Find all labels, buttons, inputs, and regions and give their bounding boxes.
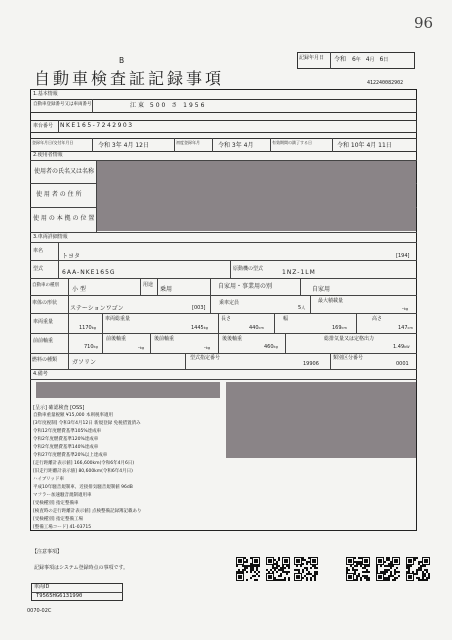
gross-label: 車両総重量 bbox=[105, 316, 131, 322]
fuel-value: ガソリン bbox=[72, 359, 97, 366]
b-mark: B bbox=[119, 56, 125, 65]
page-title: 自動車検査証記録事項 bbox=[34, 69, 225, 88]
section-vehicle: 3.車両詳細情報 bbox=[33, 234, 68, 240]
redacted-remarks bbox=[36, 382, 220, 398]
front-front-axle-value: 710kg bbox=[84, 344, 98, 350]
engine-value: 1NZ-1LM bbox=[282, 269, 316, 276]
remark-line: ハイブリッド車 bbox=[33, 477, 65, 482]
qr-code-3 bbox=[294, 557, 318, 581]
user-address-label: 使 用 者 の 住 所 bbox=[36, 191, 82, 198]
first-reg-value: 令和 3年 4月 12日 bbox=[98, 142, 149, 149]
fuel-label: 燃料の種類 bbox=[32, 357, 58, 363]
redacted-remarks-right bbox=[226, 382, 416, 458]
capacity-label: 乗車定員 bbox=[219, 300, 240, 306]
remark-line: 令和12年度燃費基準105%達成車 bbox=[33, 429, 102, 434]
expiry-label: 有効期間の満了する日 bbox=[272, 140, 312, 145]
model-label: 型式 bbox=[33, 266, 44, 272]
handwritten-number: 96 bbox=[414, 14, 434, 32]
first-year-label: 初度登録年月 bbox=[176, 140, 200, 145]
rear-front-axle-label: 後前軸重 bbox=[154, 336, 175, 342]
length-label: 長さ bbox=[221, 316, 232, 322]
remark-line: [旧走行距離計表示値] 80,600km(令和6年4月日) bbox=[33, 469, 133, 474]
qr-code-4 bbox=[346, 557, 370, 581]
width-value: 169cm bbox=[332, 325, 347, 331]
displacement-label: 総排気量又は定格出力 bbox=[324, 336, 375, 342]
remark-line: [整備工場コード] 41-03715 bbox=[33, 525, 92, 530]
use-label: 用途 bbox=[143, 282, 154, 288]
body-code: [003] bbox=[192, 305, 206, 311]
model-value: 6AA-NKE165G bbox=[62, 269, 116, 276]
private-label: 自家用・事業用の別 bbox=[218, 283, 273, 290]
maker-label: 車名 bbox=[33, 248, 44, 254]
record-date-value: 令和 6年 4月 6日 bbox=[334, 56, 389, 63]
max-load-label: 最大積載量 bbox=[318, 298, 344, 304]
notes-line: 記録事項はシステム登録時点の事項です。 bbox=[34, 565, 129, 571]
private-value: 自家用 bbox=[312, 286, 331, 293]
redacted-user-info bbox=[97, 161, 416, 231]
remark-line: 令和2年度燃費基準140%達成車 bbox=[33, 445, 99, 450]
remark-line: [受検種別] 指定整備車 bbox=[33, 501, 79, 506]
rear-rear-axle-value: 460kg bbox=[264, 344, 278, 350]
chassis-value: NKE165-7242903 bbox=[60, 122, 134, 129]
gross-value: 1445kg bbox=[191, 325, 208, 331]
remark-line: [呈示] 確認検査 [OSS] bbox=[33, 405, 85, 411]
type-number-label: 型式指定番号 bbox=[190, 355, 221, 361]
vehicle-id-label: 車両ID bbox=[34, 584, 50, 590]
qr-code-5 bbox=[376, 557, 400, 581]
notes-heading: 【注意事項】 bbox=[32, 549, 63, 555]
section-basic: 1.基本情報 bbox=[33, 91, 58, 97]
remark-line: 平成10年騒音規制車、近接排気騒音規制値 96dB bbox=[33, 485, 133, 490]
body-label: 車体の形状 bbox=[32, 300, 58, 306]
remark-line: 令和27年度燃費基準20%以上達成車 bbox=[33, 453, 108, 458]
capacity-value: 5人 bbox=[298, 305, 306, 311]
remark-line: [3年度税制] 令和3年4月12日 新規登録 免税措置済み bbox=[33, 421, 141, 426]
width-label: 幅 bbox=[283, 316, 289, 322]
max-load-value: -kg bbox=[402, 306, 409, 312]
reg-number-value: 江東 500 さ 1956 bbox=[130, 102, 207, 109]
class-number-label: 類別区分番号 bbox=[333, 355, 364, 361]
qr-code-1 bbox=[236, 557, 260, 581]
body-value: ステーションワゴン bbox=[70, 305, 124, 312]
height-label: 高さ bbox=[372, 316, 383, 322]
remark-line: [受検種別] 指定整備工場 bbox=[33, 517, 83, 522]
kind-label: 自動車の種別 bbox=[32, 283, 59, 288]
chassis-label: 車台番号 bbox=[33, 123, 54, 129]
front-rear-axle-label: 前後軸重 bbox=[106, 336, 127, 342]
remark-line: 自動車重量税額 ¥15,000 本則税率適用 bbox=[33, 413, 113, 418]
first-year-value: 令和 3年 4月 bbox=[218, 142, 254, 149]
front-front-axle-label: 前前軸重 bbox=[33, 338, 54, 344]
remark-line: [検査時の走行距離計表示値] 点検整備記録簿記載あり bbox=[33, 509, 142, 514]
reg-number-label: 自動車登録番号又は車両番号 bbox=[33, 102, 92, 107]
qr-code-6 bbox=[406, 557, 430, 581]
record-date-label: 記録年月日 bbox=[299, 55, 325, 61]
maker-value: トヨタ bbox=[62, 253, 81, 260]
doc-code: 412240082902 bbox=[367, 80, 404, 86]
height-value: 147cm bbox=[398, 325, 413, 331]
expiry-value: 令和 10年 4月 11日 bbox=[337, 142, 392, 149]
weight-label: 車両重量 bbox=[33, 319, 54, 325]
kind-value: 小 型 bbox=[72, 286, 86, 293]
footer-code: 0070-02C bbox=[27, 608, 52, 614]
rear-front-axle-value: -kg bbox=[204, 345, 211, 351]
section-user: 2.使用者情報 bbox=[33, 152, 63, 158]
vehicle-id-value: T9565HG6131990 bbox=[36, 593, 83, 599]
type-number-value: 19906 bbox=[303, 361, 319, 367]
remark-line: マフラー加速騒音規制適用車 bbox=[33, 493, 92, 498]
first-reg-label: 登録年月日/交付年月日 bbox=[32, 140, 74, 145]
rear-rear-axle-label: 後後軸重 bbox=[222, 336, 243, 342]
engine-label: 原動機の型式 bbox=[233, 266, 264, 272]
weight-value: 1170kg bbox=[79, 325, 96, 331]
remark-line: [走行距離計表示値] 166,600km(令和6年4月6日) bbox=[33, 461, 135, 466]
maker-code: [194] bbox=[396, 253, 410, 259]
section-remarks: 4.備考 bbox=[33, 371, 48, 377]
qr-code-2 bbox=[266, 557, 290, 581]
displacement-value: 1.49kW bbox=[393, 344, 410, 350]
length-value: 440cm bbox=[249, 325, 264, 331]
user-name-label: 使用者の氏名又は名称 bbox=[34, 168, 95, 175]
remark-line: 令和2年度燃費基準120%達成車 bbox=[33, 437, 99, 442]
class-number-value: 0001 bbox=[396, 361, 409, 367]
use-value: 乗用 bbox=[160, 286, 173, 293]
user-base-label: 使 用 の 本 拠 の 位 置 bbox=[33, 215, 95, 222]
front-rear-axle-value: -kg bbox=[138, 345, 145, 351]
